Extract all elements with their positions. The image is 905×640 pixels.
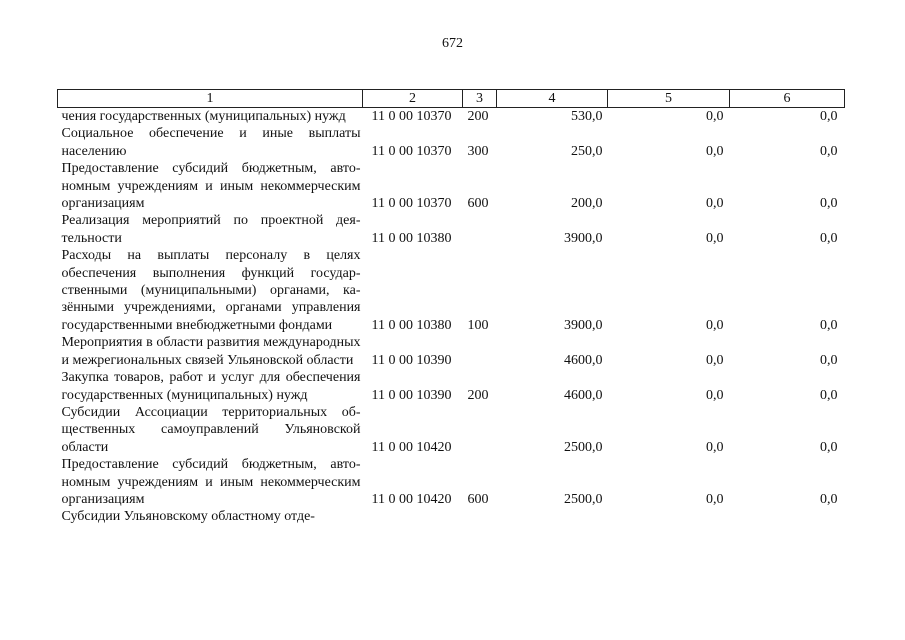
row-expense-type: 200 [467, 109, 489, 124]
table-row [58, 334, 845, 369]
table-row [58, 247, 845, 334]
table-row [58, 404, 845, 456]
row-value-3 [730, 508, 845, 525]
table-row [58, 212, 845, 247]
table-row [58, 125, 845, 160]
row-name: чения государственных (муниципальных) нужд [61, 109, 346, 124]
row-name: Реализация мероприятий по проектной деятельности [61, 213, 361, 246]
header-col-3: 3 [463, 90, 497, 108]
row-value-3: 0,0 [820, 352, 838, 368]
row-expense-type: 300 [467, 143, 489, 159]
row-code: 11 0 00 10420 [371, 491, 452, 507]
row-name: Закупка товаров, работ и услуг для обеспечения государственных (муниципальных) нужд [61, 370, 361, 403]
header-col-4: 4 [497, 90, 608, 108]
row-value-2: 0,0 [706, 196, 724, 212]
row-value-1: 3900,0 [564, 317, 603, 333]
row-code: 11 0 00 10380 [371, 317, 452, 333]
header-col-5: 5 [608, 90, 730, 108]
row-value-3: 0,0 [820, 317, 838, 333]
row-code: 11 0 00 10370 [371, 196, 452, 212]
row-code: 11 0 00 10370 [371, 109, 452, 124]
row-code: 11 0 00 10390 [371, 352, 452, 368]
row-code: 11 0 00 10380 [371, 230, 452, 246]
header-col-6: 6 [730, 90, 845, 108]
header-row [58, 90, 845, 108]
header-col-1: 1 [58, 90, 363, 108]
row-value-2: 0,0 [706, 491, 724, 507]
row-name: Предоставление субсидий бюджетным, автономным учреждениям и иным некоммерческим организациям [61, 161, 361, 212]
row-value-3: 0,0 [820, 143, 838, 159]
row-name: Субсидии Ульяновскому областному отде- [61, 509, 315, 525]
row-value-3: 0,0 [820, 196, 838, 212]
row-code: 11 0 00 10370 [371, 143, 452, 159]
row-name: Мероприятия в области развития международных и межрегиональных связей Ульяновской области [61, 335, 361, 368]
row-name: Субсидии Ассоциации территориальных общественных самоуправлений Ульяновской области [61, 404, 361, 455]
row-value-1: 2500,0 [564, 439, 603, 455]
row-value-3: 0,0 [820, 491, 838, 507]
table-body [58, 108, 845, 526]
row-value-1: 3900,0 [564, 230, 603, 246]
row-code: 11 0 00 10420 [371, 439, 452, 455]
row-value-1: 4600,0 [564, 387, 603, 403]
row-value-3: 0,0 [820, 230, 838, 246]
row-expense-type [463, 404, 497, 456]
row-value-2: 0,0 [706, 317, 724, 333]
table-header [58, 90, 845, 108]
row-code: 11 0 00 10390 [371, 387, 452, 403]
table-row [58, 369, 845, 404]
table-row [58, 108, 845, 126]
row-code [363, 508, 463, 525]
row-value-2: 0,0 [706, 352, 724, 368]
row-value-2: 0,0 [706, 230, 724, 246]
row-expense-type [463, 212, 497, 247]
header-col-2: 2 [363, 90, 463, 108]
row-name: Предоставление субсидий бюджетным, автономным учреждениям и иным некоммерческим организациям [61, 457, 361, 507]
budget-table [57, 89, 845, 526]
row-expense-type: 600 [467, 491, 489, 507]
row-value-2: 0,0 [706, 109, 724, 124]
row-expense-type [463, 508, 497, 525]
table-row [58, 456, 845, 508]
row-value-1: 200,0 [571, 196, 603, 212]
page-number: 672 [442, 36, 463, 51]
row-value-1: 250,0 [571, 143, 603, 159]
row-name: Расходы на выплаты персоналу в целях обеспечения выполнения функций государственными (муниципальными) органами, казёнными учреждениями, органами управления государственными внебюджетными фондами [61, 248, 361, 333]
row-value-3: 0,0 [820, 109, 838, 124]
table-row [58, 160, 845, 212]
row-value-3: 0,0 [820, 439, 838, 455]
row-expense-type: 200 [467, 387, 489, 403]
row-value-2 [608, 508, 730, 525]
row-value-1: 2500,0 [564, 491, 603, 507]
row-name: Социальное обеспечение и иные выплаты населению [61, 126, 361, 159]
row-value-2: 0,0 [706, 439, 724, 455]
row-value-1: 530,0 [571, 109, 603, 124]
row-expense-type: 600 [467, 196, 489, 212]
row-value-3: 0,0 [820, 387, 838, 403]
row-value-1 [497, 508, 608, 525]
row-value-2: 0,0 [706, 143, 724, 159]
row-expense-type: 100 [467, 317, 489, 333]
row-value-2: 0,0 [706, 387, 724, 403]
table-row [58, 508, 845, 525]
row-value-1: 4600,0 [564, 352, 603, 368]
row-expense-type [463, 334, 497, 369]
